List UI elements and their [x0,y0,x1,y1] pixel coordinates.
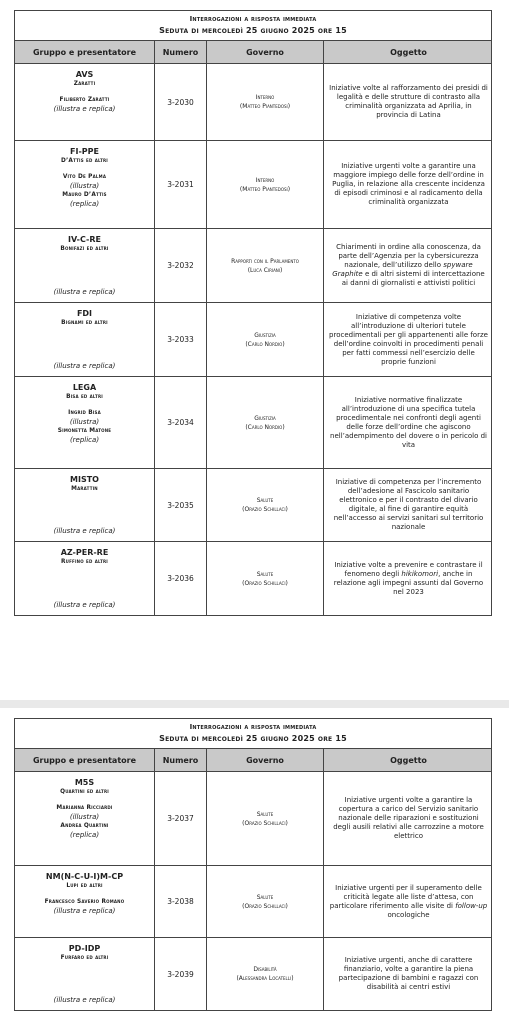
group-cell [15,938,155,1010]
subject: Chiarimenti in ordine alla conoscenza, da parte dell’Agenzia per la cybersicurezza nazionale, dell’utilizzo dello spyware Graphite e di altri sistemi di intercettazione ai danni di giornalisti e attivisti politici [332,243,485,287]
table-row [15,938,491,1010]
presenter-role: (illustra e replica) [53,907,116,915]
table-row [15,866,491,938]
ministry: Interno [255,176,275,184]
ministry: Giustizia [254,331,276,339]
ministry: Salute [256,810,274,818]
group-cell [15,542,155,615]
presenter: Marattin [71,486,98,492]
presenter: Zaratti [73,81,96,87]
government-cell [207,469,324,541]
group-cell [15,469,155,541]
minister: (Matteo Piantedosi) [239,103,291,110]
presenter-role: (illustra e replica) [53,601,116,609]
header-number: Numero [155,41,207,63]
group-name: PD-IDP [68,944,101,953]
header-subject: Oggetto [390,755,427,765]
header-group: Gruppo e presentatore [15,41,155,63]
minister: (Orazio Schillaci) [242,819,288,827]
presenter-replier: Mauro D’Attis [62,192,107,198]
presenter-role: (illustra) [69,418,100,426]
group-cell [15,303,155,376]
table-row [15,64,491,141]
minister: (Orazio Schillaci) [242,579,288,587]
table-row [15,303,491,377]
presenter-role: (illustra e replica) [53,996,116,1004]
presenter-speaker: Francesco Saverio Romano [44,899,125,905]
government-cell [207,229,324,302]
presenter-speaker: Ingrid Bisa [68,410,101,416]
presenter: Lupi ed altri [66,883,103,889]
presenter: D’Attis ed altri [61,158,108,164]
government-cell [207,377,324,468]
subject: Iniziative di competenza volte all’introduzione di ulteriori tutele procedimentali per gli appartenenti alle forze dell’ordine coinvolti in procedimenti penali per fatti commessi nell’esercizio delle proprie funzioni [329,312,488,366]
presenter-role: (illustra) [69,182,100,190]
subject: Iniziative urgenti per il superamento delle criticità legate alle liste d’attesa, con particolare riferimento alle visite di follow-up oncologiche [329,883,488,919]
question-number: 3-2038 [155,866,207,937]
table-title [15,719,491,749]
ministry: Rapporti con il Parlamento [231,257,299,265]
header-government: Governo [207,749,324,771]
table-title [15,11,491,41]
government-cell [207,141,324,228]
minister: (Matteo Piantedosi) [239,185,291,193]
minister: (Orazio Schillaci) [242,902,288,910]
minister: (Carlo Nordio) [245,340,285,348]
group-name: M5S [74,778,95,787]
question-number: 3-2030 [155,64,207,140]
header-group: Gruppo e presentatore [15,749,155,771]
ministry: Salute [256,497,274,504]
question-number: 3-2035 [155,469,207,541]
question-number: 3-2031 [155,141,207,228]
ministry: Disabilità [253,966,277,973]
table-row [15,469,491,542]
group-name: IV-C-RE [68,235,101,244]
presenter: Quartini ed altri [60,789,109,795]
presenter-replier: Simonetta Matone [57,428,112,434]
table-row [15,772,491,866]
subject: Iniziative urgenti, anche di carattere finanziario, volte a garantire la piena partecipazione di bambini e ragazzi con disabilità ai centri estivi [338,956,479,991]
minister: (Carlo Nordio) [245,423,285,431]
ministry: Salute [256,570,274,578]
government-cell [207,303,324,376]
group-cell [15,64,155,140]
group-name: AVS [75,70,94,79]
government-cell [207,64,324,140]
presenter: Furfaro ed altri [60,955,109,961]
presenter: Bonifazi ed altri [60,246,109,252]
subject: Iniziative urgenti volte a garantire una maggiore impiego delle forze dell’ordine in Puglia, in relazione alla crescente incidenza di episodi criminosi e al radicamento della criminalità organizzata [332,162,485,206]
presenter-speaker: Filiberto Zaratti [59,97,110,103]
question-number: 3-2032 [155,229,207,302]
title-line-1: Interrogazioni a risposta immediata [189,723,317,731]
subject: Iniziative urgenti volte a garantire la copertura a carico del Servizio sanitario nazionale delle riparazioni e sostituzioni degli ausili relativi alle carrozzine a motore elettrico [333,796,484,840]
minister: (Alessandra Locatelli) [236,975,294,982]
ministry: Salute [256,893,274,901]
question-number: 3-2036 [155,542,207,615]
subject: Iniziative volte a prevenire e contrastare il fenomeno degli hikikomori, anche in relazione agli impegni assunti dal Governo nel 2023 [333,560,484,596]
title-line-1: Interrogazioni a risposta immediata [189,15,317,23]
group-name: FDI [76,309,93,318]
minister: (Orazio Schillaci) [242,506,288,513]
header-number: Numero [155,749,207,771]
presenter-speaker: Vito De Palma [62,174,107,180]
government-cell [207,772,324,865]
table-row [15,377,491,469]
government-cell [207,938,324,1010]
group-name: LEGA [72,383,97,392]
subject: Iniziative normative finalizzate all’introduzione di una specifica tutela procedimentale nei confronti degli agenti delle forze dell’ordine che agiscono nell’adempimento del dovere o in pericolo di vita [330,395,487,449]
question-number: 3-2034 [155,377,207,468]
presenter-role: (illustra) [69,813,100,821]
ministry: Giustizia [254,414,276,422]
presenter-replier: Andrea Quartini [60,823,109,829]
presenter-role: (replica) [69,436,100,444]
presenter-role: (replica) [69,831,100,839]
question-number: 3-2039 [155,938,207,1010]
group-cell [15,866,155,937]
presenter-role: (illustra e replica) [53,527,116,535]
header-subject: Oggetto [390,47,427,57]
minister: (Luca Ciriani) [247,266,283,274]
table-row [15,141,491,229]
presenter: Bignami ed altri [61,320,108,326]
table-header [15,41,491,64]
ministry: Interno [255,94,275,101]
subject: Iniziative di competenza per l’incremento dell’adesione al Fascicolo sanitario elettronico e per il contrasto del divario digitale, al fine di garantire equità nell’accesso ai servizi sanitari sul territorio nazionale [333,478,484,531]
group-name: NM(N-C-U-I)M-CP [45,872,124,881]
table-row [15,229,491,303]
title-line-2: Seduta di mercoledì 25 giugno 2025 ore 15 [159,734,347,743]
government-cell [207,542,324,615]
question-number: 3-2037 [155,772,207,865]
group-name: FI-PPE [70,147,99,156]
group-name: MISTO [70,475,99,484]
question-table-page-1 [14,10,492,616]
group-name: AZ-PER-RE [60,548,109,557]
group-cell [15,377,155,468]
group-cell [15,141,155,228]
title-line-2: Seduta di mercoledì 25 giugno 2025 ore 15 [159,26,347,35]
table-row [15,542,491,615]
group-cell [15,229,155,302]
presenter: Bisa ed altri [66,394,103,400]
presenter-role: (replica) [69,200,100,208]
presenter-role: (illustra e replica) [53,105,116,113]
question-table-page-2 [14,718,492,1011]
question-number: 3-2033 [155,303,207,376]
group-cell [15,772,155,865]
presenter-role: (illustra e replica) [53,288,116,296]
header-government: Governo [207,41,324,63]
presenter: Ruffino ed altri [61,559,108,565]
presenter-role: (illustra e replica) [53,362,116,370]
table-header [15,749,491,772]
presenter-speaker: Marianna Ricciardi [56,805,113,811]
government-cell [207,866,324,937]
subject: Iniziative volte al rafforzamento dei presidi di legalità e delle strutture di contrasto alla criminalità organizzata ad Aprilia, in provincia di Latina [329,84,488,119]
